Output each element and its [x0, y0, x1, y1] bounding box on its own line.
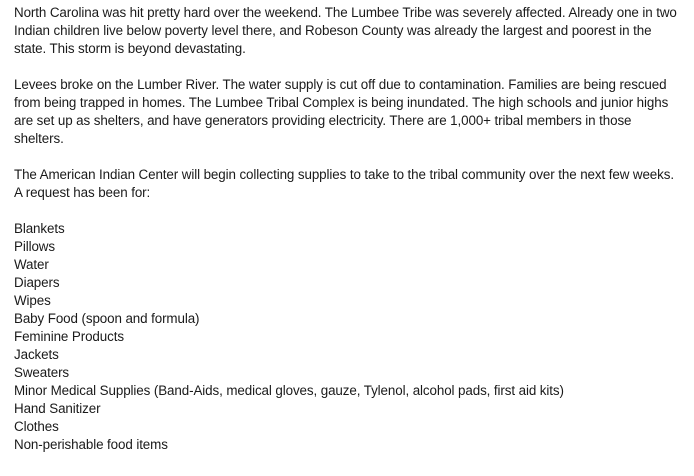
list-item: Hand Sanitizer: [14, 401, 101, 416]
supplies-list: [14, 220, 680, 454]
list-item: Wipes: [14, 293, 51, 308]
list-item: Clothes: [14, 419, 59, 434]
list-item: Baby Food (spoon and formula): [14, 311, 200, 326]
list-item: Sweaters: [14, 365, 70, 380]
paragraph-supply-request: The American Indian Center will begin collecting supplies to take to the tribal community over the next few weeks. A request has been for:: [14, 167, 674, 200]
list-item: Blankets: [14, 221, 65, 236]
list-item: Diapers: [14, 275, 60, 290]
paragraph-flood-conditions: Levees broke on the Lumber River. The water supply is cut off due to contamination. Families are being rescued from being trapped in homes. The Lumbee Tribal Complex is being inundated. The high schools and junior highs are set up as shelters, and have generators providing electricity. There are 1,000+ tribal members in those shelters.: [14, 77, 669, 146]
list-item: Non-perishable food items: [14, 437, 168, 452]
list-item: Pillows: [14, 239, 55, 254]
list-item: Minor Medical Supplies (Band-Aids, medical gloves, gauze, Tylenol, alcohol pads, first aid kits): [14, 383, 564, 398]
document-body: [14, 4, 680, 454]
paragraph-storm-impact: North Carolina was hit pretty hard over the weekend. The Lumbee Tribe was severely affected. Already one in two Indian children live below poverty level there, and Robeson County was already the largest and poorest in the state. This storm is beyond devastating.: [14, 5, 677, 56]
list-item: Water: [14, 257, 49, 272]
list-item: Jackets: [14, 347, 59, 362]
list-item: Feminine Products: [14, 329, 124, 344]
